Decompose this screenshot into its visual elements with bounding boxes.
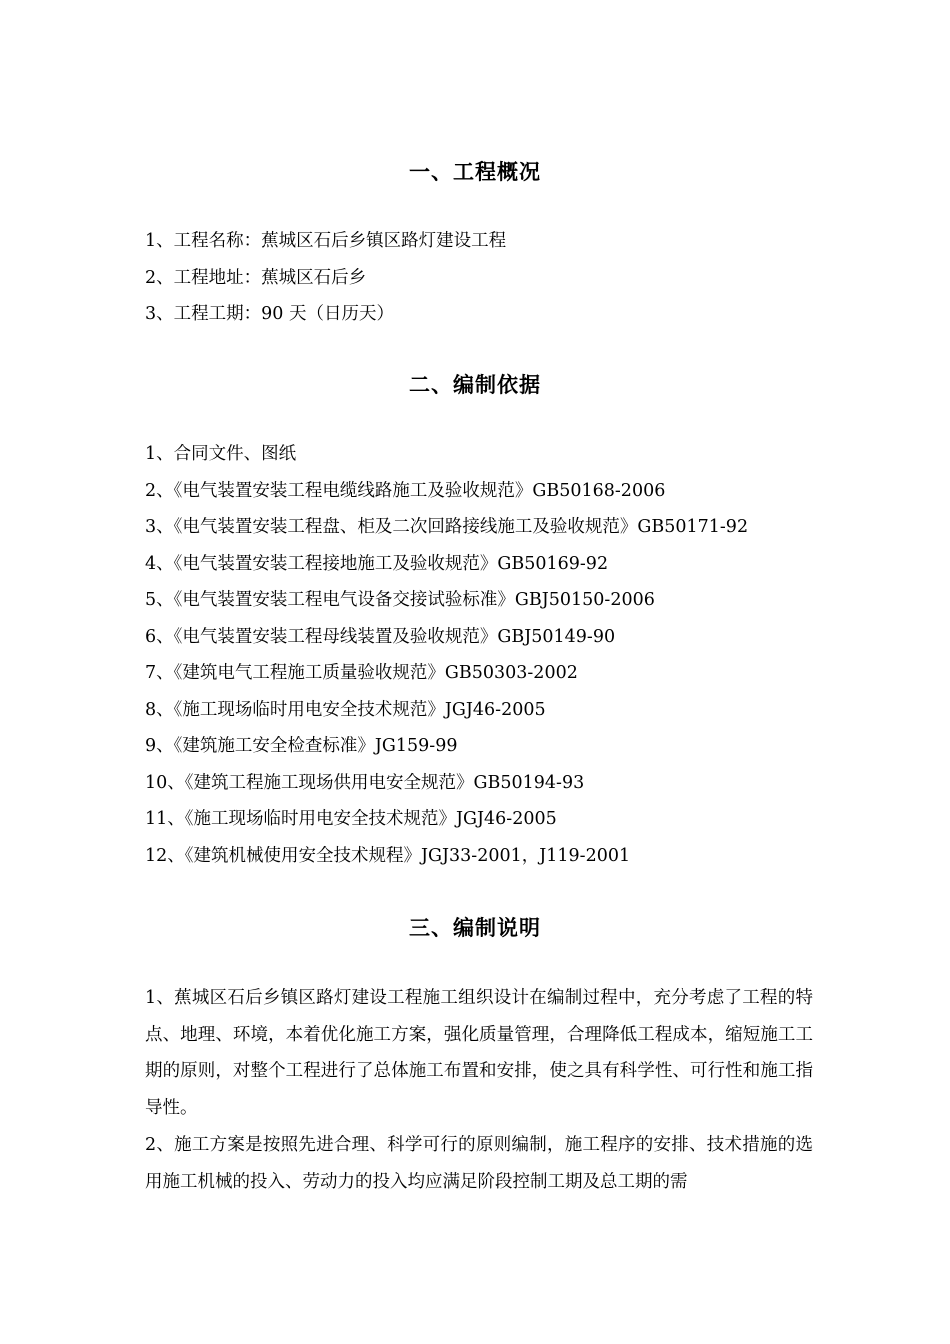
- list-item: 5、《电气装置安装工程电气设备交接试验标准》GBJ50150-2006: [145, 590, 655, 610]
- notes-paragraph-2: 2、施工方案是按照先进合理、科学可行的原则编制，施工程序的安排、技术措施的选用施工机械的投入、劳动力的投入均应满足阶段控制工期及总工期的需: [145, 1135, 813, 1192]
- section-heading-notes: 三、编制说明: [409, 916, 541, 940]
- list-item: 2、《电气装置安装工程电缆线路施工及验收规范》GB50168-2006: [145, 480, 666, 501]
- list-item: 6、《电气装置安装工程母线装置及验收规范》GBJ50149-90: [145, 626, 616, 647]
- list-item: 2、工程地址：蕉城区石后乡: [145, 267, 367, 288]
- overview-list: [145, 223, 825, 333]
- notes-paragraph-1: 1、蕉城区石后乡镇区路灯建设工程施工组织设计在编制过程中，充分考虑了工程的特点、地理、环境，本着优化施工方案，强化质量管理，合理降低工程成本，缩短施工工期的原则，对整个工程进行了总体施工布置和安排，使之具有科学性、可行性和施工指导性。: [145, 988, 813, 1118]
- basis-list: [145, 436, 825, 874]
- list-item: 3、工程工期：90 天（日历天）: [145, 304, 394, 324]
- section-heading-basis: 二、编制依据: [409, 373, 541, 397]
- section-heading-overview: 一、工程概况: [409, 160, 541, 184]
- list-item: 11、《施工现场临时用电安全技术规范》JGJ46-2005: [145, 809, 557, 829]
- list-item: 9、《建筑施工安全检查标准》JG159-99: [145, 736, 458, 756]
- list-item: 7、《建筑电气工程施工质量验收规范》GB50303-2002: [145, 663, 578, 683]
- list-item: 12、《建筑机械使用安全技术规程》JGJ33-2001，J119-2001: [145, 845, 631, 866]
- list-item: 8、《施工现场临时用电安全技术规范》JGJ46-2005: [145, 699, 546, 720]
- list-item: 4、《电气装置安装工程接地施工及验收规范》GB50169-92: [145, 553, 609, 574]
- list-item: 1、合同文件、图纸: [145, 444, 297, 464]
- list-item: 3、《电气装置安装工程盘、柜及二次回路接线施工及验收规范》GB50171-92: [145, 517, 749, 537]
- list-item: 10、《建筑工程施工现场供用电安全规范》GB50194-93: [145, 772, 585, 793]
- list-item: 1、工程名称：蕉城区石后乡镇区路灯建设工程: [145, 231, 507, 251]
